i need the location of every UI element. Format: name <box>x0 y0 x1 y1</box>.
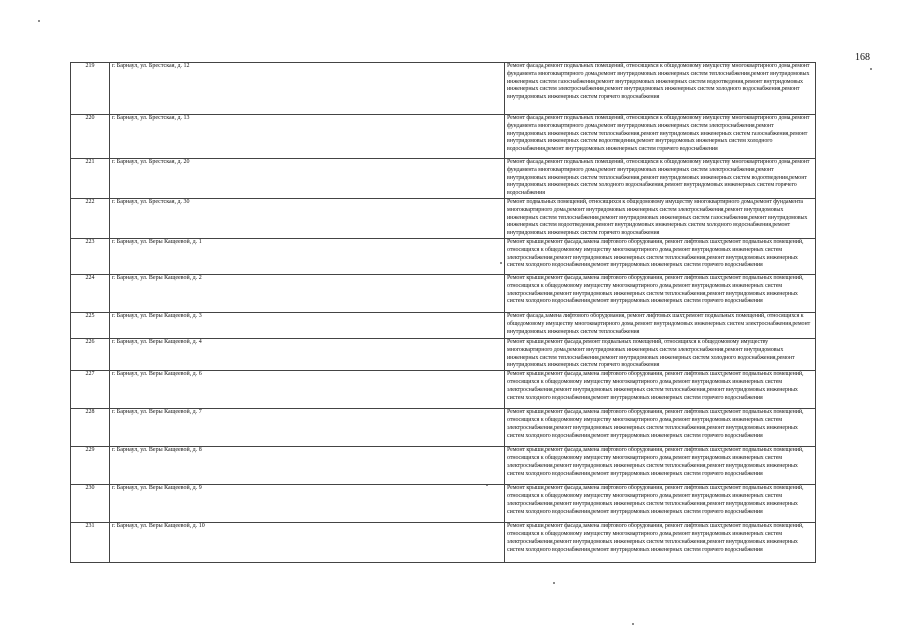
row-address: г. Барнаул, ул. Веры Кащеевой, д. 3 <box>110 312 505 338</box>
row-address: г. Барнаул, ул. Брестская, д. 20 <box>110 159 505 199</box>
row-number: 223 <box>71 238 110 274</box>
row-number: 221 <box>71 159 110 199</box>
row-number: 230 <box>71 485 110 523</box>
row-address: г. Барнаул, ул. Веры Кащеевой, д. 6 <box>110 371 505 409</box>
table-row <box>71 238 816 274</box>
scan-speck <box>632 623 634 625</box>
row-work-list: Ремонт крыши,ремонт фасада,замена лифтового оборудования, ремонт лифтовых шахт,ремонт подвальных помещений, относящихся к общедомовому имуществу многоквартирного дома,ремонт внутридомовых инженерных систем электроснабжения,ремонт внутридомовых инженерных систем теплоснабжения,ремонт внутридомовых инженерных систем холодного водоснабжения,ремонт внутридомовых инженерных систем горячего водоснабжения <box>505 371 816 409</box>
row-address: г. Барнаул, ул. Веры Кащеевой, д. 9 <box>110 485 505 523</box>
row-number: 227 <box>71 371 110 409</box>
table-row <box>71 409 816 447</box>
row-work-list: Ремонт подвальных помещений, относящихся к общедомовому имуществу многоквартирного дома,ремонт фундамента многоквартирного дома,ремонт внутридомовых инженерных систем электроснабжения,ремонт внутридомовых инженерных систем теплоснабжения,ремонт внутридомовых инженерных систем газоснабжения,ремонт внутридомовых инженерных систем водоотведения,ремонт внутридомовых инженерных систем холодного водоснабжения,ремонт внутридомовых инженерных систем горячего водоснабжения <box>505 198 816 238</box>
row-number: 228 <box>71 409 110 447</box>
scan-speck <box>553 582 555 584</box>
table-row <box>71 338 816 370</box>
row-work-list: Ремонт крыши,ремонт фасада,замена лифтового оборудования, ремонт лифтовых шахт,ремонт подвальных помещений, относящихся к общедомовому имуществу многоквартирного дома,ремонт внутридомовых инженерных систем электроснабжения,ремонт внутридомовых инженерных систем теплоснабжения,ремонт внутридомовых инженерных систем холодного водоснабжения,ремонт внутридомовых инженерных систем горячего водоснабжения <box>505 274 816 312</box>
row-work-list: Ремонт крыши,ремонт фасада,замена лифтового оборудования, ремонт лифтовых шахт,ремонт подвальных помещений, относящихся к общедомовому имуществу многоквартирного дома,ремонт внутридомовых инженерных систем электроснабжения,ремонт внутридомовых инженерных систем теплоснабжения,ремонт внутридомовых инженерных систем холодного водоснабжения,ремонт внутридомовых инженерных систем горячего водоснабжения <box>505 523 816 563</box>
row-address: г. Барнаул, ул. Веры Кащеевой, д. 7 <box>110 409 505 447</box>
table-row <box>71 115 816 159</box>
row-work-list: Ремонт фасада,ремонт подвальных помещений, относящихся к общедомовому имуществу многоквартирного дома,ремонт фундамента многоквартирного дома,ремонт внутридомовых инженерных систем теплоснабжения,ремонт внутридомовых инженерных систем газоснабжения,ремонт внутридомовых инженерных систем водоотведения,ремонт внутридомовых инженерных систем электроснабжения,ремонт внутридомовых инженерных систем холодного водоснабжения,ремонт внутридомовых инженерных систем горячего водоснабжения <box>505 63 816 115</box>
table-row <box>71 312 816 338</box>
table-row <box>71 198 816 238</box>
page-number: 168 <box>855 52 870 63</box>
row-number: 229 <box>71 447 110 485</box>
row-work-list: Ремонт крыши,ремонт фасада,ремонт подвальных помещений, относящихся к общедомовому имуществу многоквартирного дома,ремонт внутридомовых инженерных систем электроснабжения,ремонт внутридомовых инженерных систем теплоснабжения,ремонт внутридомовых инженерных систем холодного водоснабжения,ремонт внутридомовых инженерных систем горячего водоснабжения <box>505 338 816 370</box>
row-address: г. Барнаул, ул. Брестская, д. 30 <box>110 198 505 238</box>
row-work-list: Ремонт крыши,ремонт фасада,замена лифтового оборудования, ремонт лифтовых шахт,ремонт подвальных помещений, относящихся к общедомовому имуществу многоквартирного дома,ремонт внутридомовых инженерных систем электроснабжения,ремонт внутридомовых инженерных систем теплоснабжения,ремонт внутридомовых инженерных систем холодного водоснабжения,ремонт внутридомовых инженерных систем горячего водоснабжения <box>505 238 816 274</box>
table-row <box>71 523 816 563</box>
table-row <box>71 274 816 312</box>
table-row <box>71 159 816 199</box>
table-row <box>71 63 816 115</box>
row-work-list: Ремонт крыши,ремонт фасада,замена лифтового оборудования, ремонт лифтовых шахт,ремонт подвальных помещений, относящихся к общедомовому имуществу многоквартирного дома,ремонт внутридомовых инженерных систем электроснабжения,ремонт внутридомовых инженерных систем теплоснабжения,ремонт внутридомовых инженерных систем холодного водоснабжения,ремонт внутридомовых инженерных систем горячего водоснабжения <box>505 447 816 485</box>
scan-speck <box>870 68 872 70</box>
row-address: г. Барнаул, ул. Веры Кащеевой, д. 1 <box>110 238 505 274</box>
row-address: г. Барнаул, ул. Веры Кащеевой, д. 2 <box>110 274 505 312</box>
row-address: г. Барнаул, ул. Брестская, д. 12 <box>110 63 505 115</box>
row-address: г. Барнаул, ул. Веры Кащеевой, д. 4 <box>110 338 505 370</box>
row-number: 222 <box>71 198 110 238</box>
row-number: 226 <box>71 338 110 370</box>
row-address: г. Барнаул, ул. Веры Кащеевой, д. 10 <box>110 523 505 563</box>
row-work-list: Ремонт крыши,ремонт фасада,замена лифтового оборудования, ремонт лифтовых шахт,ремонт подвальных помещений, относящихся к общедомовому имуществу многоквартирного дома,ремонт внутридомовых инженерных систем электроснабжения,ремонт внутридомовых инженерных систем теплоснабжения,ремонт внутридомовых инженерных систем холодного водоснабжения,ремонт внутридомовых инженерных систем горячего водоснабжения <box>505 409 816 447</box>
table-row <box>71 485 816 523</box>
table-row <box>71 447 816 485</box>
row-number: 231 <box>71 523 110 563</box>
row-work-list: Ремонт крыши,ремонт фасада,замена лифтового оборудования, ремонт лифтовых шахт,ремонт подвальных помещений, относящихся к общедомовому имуществу многоквартирного дома,ремонт внутридомовых инженерных систем электроснабжения,ремонт внутридомовых инженерных систем теплоснабжения,ремонт внутридомовых инженерных систем холодного водоснабжения,ремонт внутридомовых инженерных систем горячего водоснабжения <box>505 485 816 523</box>
table-row <box>71 371 816 409</box>
row-address: г. Барнаул, ул. Веры Кащеевой, д. 8 <box>110 447 505 485</box>
table-body <box>71 63 816 563</box>
row-work-list: Ремонт фасада,замена лифтового оборудования, ремонт лифтовых шахт,ремонт подвальных помещений, относящихся к общедомовому имуществу многоквартирного дома,ремонт внутридомовых инженерных систем электроснабжения,ремонт внутридомовых инженерных систем теплоснабжения <box>505 312 816 338</box>
scan-speck <box>38 20 40 22</box>
row-work-list: Ремонт фасада,ремонт подвальных помещений, относящихся к общедомовому имуществу многоквартирного дома,ремонт фундамента многоквартирного дома,ремонт внутридомовых инженерных систем электроснабжения,ремонт внутридомовых инженерных систем теплоснабжения,ремонт внутридомовых инженерных систем газоснабжения,ремонт внутридомовых инженерных систем водоотведения,ремонт внутридомовых инженерных систем холодного водоснабжения,ремонт внутридомовых инженерных систем горячего водоснабжения <box>505 115 816 159</box>
row-work-list: Ремонт фасада,ремонт подвальных помещений, относящихся к общедомовому имуществу многоквартирного дома,ремонт фундамента многоквартирного дома,ремонт внутридомовых инженерных систем электроснабжения,ремонт внутридомовых инженерных систем теплоснабжения,ремонт внутридомовых инженерных систем водоотведения,ремонт внутридомовых инженерных систем холодного водоснабжения,ремонт внутридомовых инженерных систем горячего водоснабжения <box>505 159 816 199</box>
row-address: г. Барнаул, ул. Брестская, д. 13 <box>110 115 505 159</box>
row-number: 224 <box>71 274 110 312</box>
row-number: 220 <box>71 115 110 159</box>
repair-schedule-table <box>70 62 816 563</box>
row-number: 219 <box>71 63 110 115</box>
row-number: 225 <box>71 312 110 338</box>
